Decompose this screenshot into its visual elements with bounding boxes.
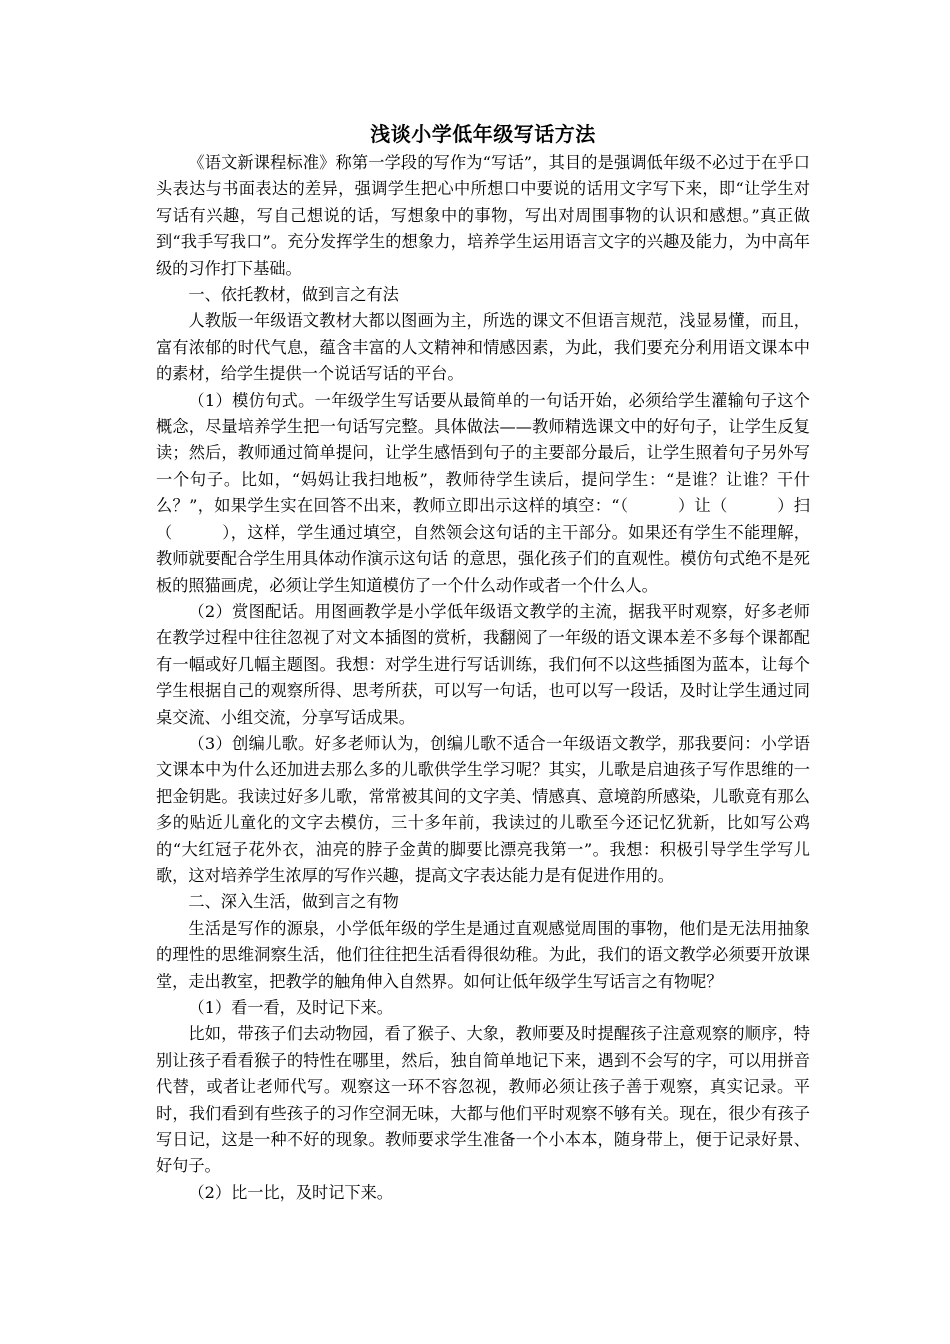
section-1-paragraph-4: （3）创编儿歌。好多老师认为，创编儿歌不适合一年级语文教学，那我要问：小学语文课本中为什么还加进去那么多的儿歌供学生学习呢？其实，儿歌是启迪孩子写作思维的一把金钥匙。我读过好多儿歌，常常被其间的文字美、情感真、意境韵所感染，儿歌竟有那么多的贴近儿童化的文字去模仿，三十多年前，我读过的儿歌至今还记忆犹新，比如写公鸡的“大红冠子花外衣，油亮的脖子金黄的脚要比漂亮我第一”。我想：积极引导学生学写儿歌，这对培养学生浓厚的写作兴趣，提高文字表达能力是有促进作用的。 [156, 733, 810, 885]
intro-paragraph: 《语文新课程标准》称第一学段的写作为“写话”，其目的是强调低年级不必过于在乎口头表达与书面表达的差异，强调学生把心中所想口中要说的话用文字写下来，即“让学生对写话有兴趣，写自己想说的话，写想象中的事物，写出对周围事物的认识和感想。”真正做到“我手写我口”。充分发挥学生的想象力，培养学生运用语言文字的兴趣及能力，为中高年级的习作打下基础。 [156, 153, 810, 278]
section-2-paragraph-1: 生活是写作的源泉，小学低年级的学生是通过直观感觉周围的事物，他们是无法用抽象的理性的思维洞察生活，他们往往把生活看得很幼稚。为此，我们的语文教学必须要开放课堂，走出教室，把教学的触角伸入自然界。如何让低年级学生写话言之有物呢？ [156, 918, 810, 991]
section-1-heading: 一、依托教材，做到言之有法 [188, 285, 399, 305]
section-1-paragraph-2: （1）模仿句式。一年级学生写话要从最简单的一句话开始，必须给学生灌输句子这个概念，尽量培养学生把一句话写完整。具体做法——教师精选课文中的好句子，让学生反复读；然后，教师通过简单提问，让学生感悟到句子的主要部分最后，让学生照着句子另外写一个句子。比如，“妈妈让我扫地板”，教师待学生读后，提问学生：“是谁？让谁？干什么？”，如果学生实在回答不出来，教师立即出示这样的填空：“（ ）让（ ）扫（ ），这样，学生通过填空，自然领会这句话的主干部分。如果还有学生不能理解，教师就要配合学生用具体动作演示这句话 的意思，强化孩子们的直观性。模仿句式绝不是死板的照猫画虎，必须让学生知道模仿了一个什么动作或者一个什么人。 [156, 390, 810, 595]
section-1-paragraph-1: 人教版一年级语文教材大都以图画为主，所选的课文不但语言规范，浅显易懂，而且，富有浓郁的时代气息，蕴含丰富的人文精神和情感因素，为此，我们要充分利用语文课本中的素材，给学生提供一个说话写话的平台。 [156, 311, 810, 384]
section-2-heading: 二、深入生活，做到言之有物 [188, 892, 399, 912]
section-2-paragraph-4: （2）比一比，及时记下来。 [188, 1182, 393, 1202]
document-title: 浅谈小学低年级写话方法 [370, 122, 596, 146]
document-page [156, 120, 810, 1206]
section-2-paragraph-3: 比如，带孩子们去动物园，看了猴子、大象，教师要及时提醒孩子注意观察的顺序，特别让孩子看看猴子的特性在哪里，然后，独自简单地记下来，遇到不会写的字，可以用拼音代替，或者让老师代写。观察这一环不容忽视，教师必须让孩子善于观察，真实记录。平时，我们看到有些孩子的习作空洞无味，大都与他们平时观察不够有关。现在，很少有孩子写日记，这是一种不好的现象。教师要求学生准备一个小本本，随身带上，便于记录好景、好句子。 [156, 1024, 810, 1176]
section-2-paragraph-2: （1）看一看，及时记下来。 [188, 998, 393, 1017]
section-1-paragraph-3: （2）赏图配话。用图画教学是小学低年级语文教学的主流，据我平时观察，好多老师在教学过程中往往忽视了对文本插图的赏析，我翻阅了一年级的语文课本差不多每个课都配有一幅或好几幅主题图。我想：对学生进行写话训练，我们何不以这些插图为蓝本，让每个学生根据自己的观察所得、思考所获，可以写一句话，也可以写一段话，及时让学生通过同桌交流、小组交流，分享写话成果。 [156, 601, 810, 727]
